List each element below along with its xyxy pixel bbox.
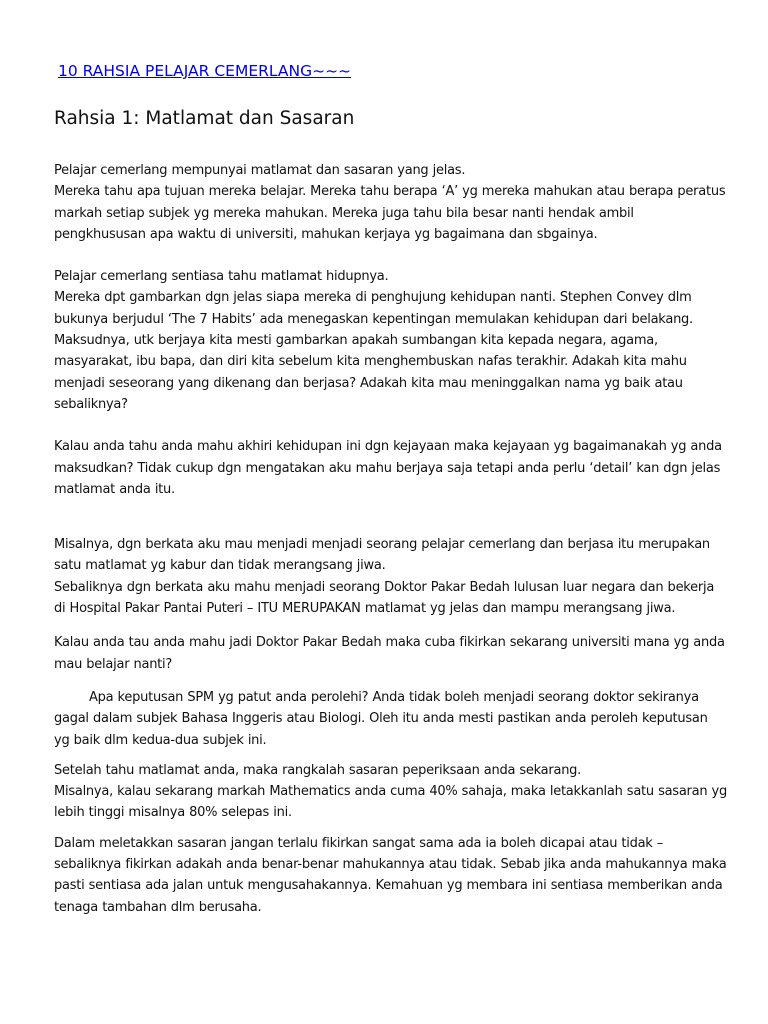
document-page xyxy=(54,60,727,918)
paragraph-line: Kalau anda tau anda mahu jadi Doktor Pakar Bedah maka cuba fikirkan sekarang universiti mana yg anda xyxy=(54,635,725,651)
paragraph-line: gagal dalam subjek Bahasa Inggeris atau Biologi. Oleh itu anda mesti pastikan anda peroleh keputusan xyxy=(54,711,708,727)
paragraph-line: sebaliknya? xyxy=(54,396,128,412)
paragraph-line: Mereka dpt gambarkan dgn jelas siapa mereka di penghujung kehidupan nanti. Stephen Convey dlm xyxy=(54,290,692,306)
paragraph-line: pengkhususan apa waktu di universiti, mahukan kerjaya yg bagaimana dan sbgainya. xyxy=(54,226,598,242)
paragraph-line: Dalam meletakkan sasaran jangan terlalu fikirkan sangat sama ada ia boleh dicapai atau tidak – xyxy=(54,835,664,851)
paragraph-line: masyarakat, ibu bapa, dan diri kita sebelum kita menghembuskan nafas terakhir. Adakah kita mahu xyxy=(54,354,687,370)
paragraph-line: Setelah tahu matlamat anda, maka rangkalah sasaran peperiksaan anda sekarang. xyxy=(54,762,582,778)
paragraph-4 xyxy=(54,534,714,619)
paragraph-line: di Hospital Pakar Pantai Puteri – ITU MERUPAKAN matlamat yg jelas dan mampu merangsang jiwa. xyxy=(54,601,676,617)
paragraph-line: menjadi seseorang yang dikenang dan berjasa? Adakah kita mau meninggalkan nama yg baik atau xyxy=(54,375,683,391)
paragraph-line: pasti sentiasa ada jalan untuk mengusahakannya. Kemahuan yg membara ini sentiasa memberikan anda xyxy=(54,878,723,894)
paragraph-line: Pelajar cemerlang mempunyai matlamat dan sasaran yang jelas. xyxy=(54,163,466,178)
paragraph-line: Sebaliknya dgn berkata aku mahu menjadi seorang Doktor Pakar Bedah lulusan luar negara dan bekerja xyxy=(54,579,715,595)
paragraph-line: Maksudnya, utk berjaya kita mesti gambarkan apakah sumbangan kita kepada negara, agama, xyxy=(54,333,658,349)
paragraph-line: satu matlamat yg kabur dan tidak merangsang jiwa. xyxy=(54,558,386,574)
paragraph-line: Mereka tahu apa tujuan mereka belajar. Mereka tahu berapa ‘A’ yg mereka mahukan atau berapa peratus xyxy=(54,184,726,200)
paragraph-line: maksudkan? Tidak cukup dgn mengatakan aku mahu berjaya saja tetapi anda perlu ‘detail’ kan dgn jelas xyxy=(54,460,721,476)
paragraph-line: yg baik dlm kedua-dua subjek ini. xyxy=(54,732,267,748)
paragraph-1 xyxy=(54,160,726,245)
paragraph-5 xyxy=(54,632,725,675)
paragraph-3 xyxy=(54,436,722,500)
section-heading: Rahsia 1: Matlamat dan Sasaran xyxy=(54,108,355,129)
paragraph-2 xyxy=(54,266,714,415)
paragraph-line: lebih tinggi misalnya 80% selepas ini. xyxy=(54,805,292,821)
title-link[interactable]: 10 RAHSIA PELAJAR CEMERLANG~~~ xyxy=(58,62,352,80)
paragraph-line: Kalau anda tahu anda mahu akhiri kehidupan ini dgn kejayaan maka kejayaan yg bagaimanakah yg anda xyxy=(54,439,722,455)
paragraph-line: matlamat anda itu. xyxy=(54,481,175,497)
paragraph-line: mau belajar nanti? xyxy=(54,656,173,672)
paragraph-line: Pelajar cemerlang sentiasa tahu matlamat hidupnya. xyxy=(54,269,389,285)
paragraph-line: Misalnya, dgn berkata aku mau menjadi menjadi seorang pelajar cemerlang dan berjasa itu merupakan xyxy=(54,537,710,553)
paragraph-line: tenaga tambahan dlm berusaha. xyxy=(54,899,262,915)
paragraph-7 xyxy=(54,760,727,824)
paragraph-6 xyxy=(54,687,714,751)
paragraph-8 xyxy=(54,833,727,918)
paragraph-line: bukunya berjudul ‘The 7 Habits’ ada menegaskan kepentingan memulakan kehidupan dari belakang. xyxy=(54,311,693,327)
paragraph-line: Misalnya, kalau sekarang markah Mathematics anda cuma 40% sahaja, maka letakkanlah satu sasaran yg xyxy=(54,784,727,800)
paragraph-line: markah setiap subjek yg mereka mahukan. Mereka juga tahu bila besar nanti hendak ambil xyxy=(54,205,634,221)
paragraph-line: Apa keputusan SPM yg patut anda perolehi? Anda tidak boleh menjadi seorang doktor sekiranya xyxy=(89,689,699,705)
paragraph-line: sebaliknya fikirkan adakah anda benar-benar mahukannya atau tidak. Sebab jika anda mahukannya maka xyxy=(54,857,727,873)
